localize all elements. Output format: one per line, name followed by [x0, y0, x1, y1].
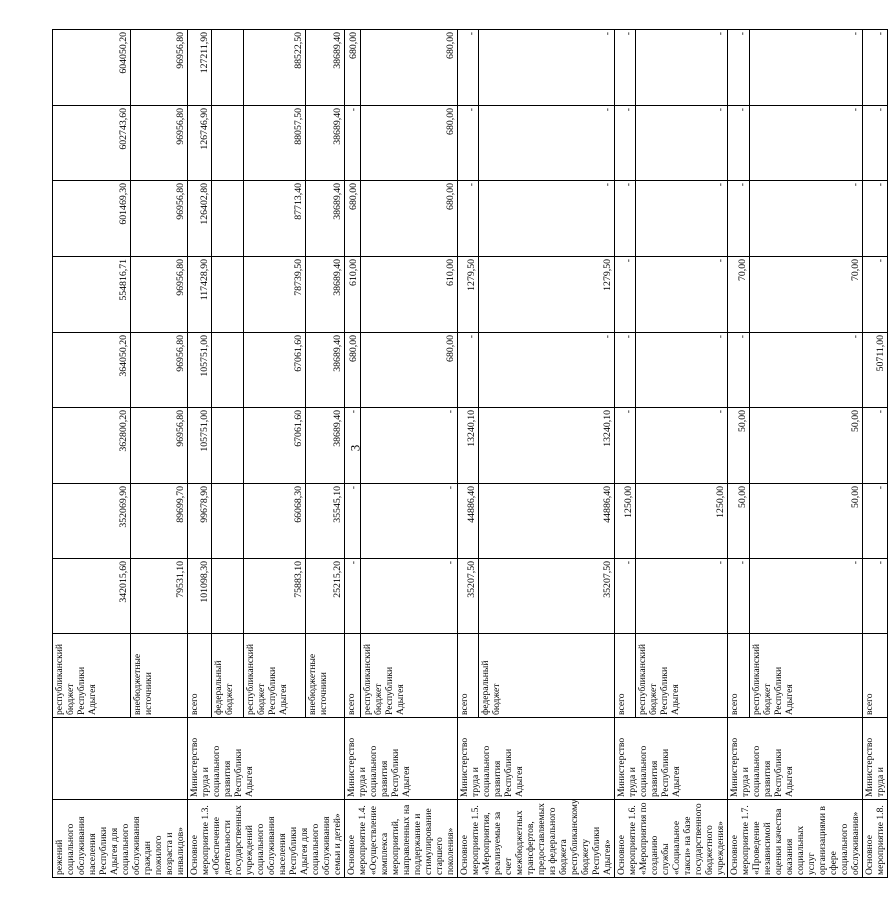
- value-cell: 66068,30: [244, 484, 305, 559]
- activity-cell: режений социального обслуживания населения Республики Адыгея для социального обслуживания граждан пожилого возраста и инвалидов»: [53, 800, 188, 878]
- value-cell: 75883,10: [244, 559, 305, 634]
- value-cell: -: [749, 181, 862, 257]
- value-cell: 13240,10: [458, 408, 479, 484]
- table-row: [458, 30, 479, 878]
- source-cell: республиканский бюджет Республики Адыгея: [53, 634, 131, 718]
- value-cell: 126746,90: [188, 106, 212, 181]
- value-cell: 342015,60: [53, 559, 131, 634]
- value-cell: [211, 484, 244, 559]
- value-cell: 1279,50: [458, 257, 479, 333]
- value-cell: 67061,60: [244, 333, 305, 408]
- value-cell: [211, 408, 244, 484]
- value-cell: -: [749, 30, 862, 106]
- table-row: [53, 30, 131, 878]
- value-cell: 70,00: [728, 257, 750, 333]
- value-cell: 1250,00: [615, 484, 636, 559]
- value-cell: -: [345, 106, 361, 181]
- source-cell: республиканский бюджет Республики Адыгея: [244, 634, 305, 718]
- value-cell: 13240,10: [479, 408, 615, 484]
- value-cell: -: [863, 181, 888, 257]
- value-cell: -: [615, 181, 636, 257]
- value-cell: -: [728, 333, 750, 408]
- value-cell: -: [728, 30, 750, 106]
- value-cell: 680,00: [361, 181, 458, 257]
- table-row: [188, 30, 212, 878]
- value-cell: 96956,80: [131, 106, 188, 181]
- table-row: [728, 30, 750, 878]
- value-cell: 38689,40: [305, 181, 344, 257]
- value-cell: 96956,80: [131, 30, 188, 106]
- table-row: [615, 30, 636, 878]
- executor-cell: Министерство труда и социального развития Республики Адыгея: [458, 718, 615, 800]
- activity-cell: Основное мероприятие 1.6. «Мероприятия по созданию службы «Социальное такси» на базе государственного бюджетного учреждения»: [615, 800, 728, 878]
- activity-cell: Основное мероприятие 1.8.: [863, 800, 888, 878]
- value-cell: -: [635, 257, 727, 333]
- value-cell: [211, 30, 244, 106]
- table-body: [53, 30, 888, 878]
- source-cell: федеральный бюджет: [211, 634, 244, 718]
- value-cell: 680,00: [361, 333, 458, 408]
- value-cell: -: [635, 559, 727, 634]
- value-cell: 38689,40: [305, 408, 344, 484]
- value-cell: -: [479, 106, 615, 181]
- executor-cell: [53, 718, 188, 800]
- activity-cell: Основное мероприятие 1.3. «Обеспечение деятельности государственных учреждений социального обслуживания населения Республики Адыгея для социального обслуживания семьи и детей»: [188, 800, 345, 878]
- value-cell: 50,00: [749, 408, 862, 484]
- value-cell: -: [749, 106, 862, 181]
- source-cell: республиканский бюджет Республики Адыгея: [635, 634, 727, 718]
- value-cell: 105751,00: [188, 408, 212, 484]
- value-cell: 50,00: [749, 484, 862, 559]
- value-cell: 96956,80: [131, 181, 188, 257]
- value-cell: -: [635, 333, 727, 408]
- value-cell: 96956,80: [131, 257, 188, 333]
- value-cell: 78739,50: [244, 257, 305, 333]
- value-cell: -: [863, 106, 888, 181]
- value-cell: -: [863, 30, 888, 106]
- value-cell: 680,00: [345, 181, 361, 257]
- value-cell: [211, 181, 244, 257]
- value-cell: -: [749, 559, 862, 634]
- value-cell: -: [479, 30, 615, 106]
- executor-cell: Министерство труда и социального развития Республики Адыгея: [345, 718, 458, 800]
- executor-cell: Министерство труда и социального развития Республики Адыгея: [188, 718, 345, 800]
- value-cell: 96956,80: [131, 408, 188, 484]
- value-cell: 101098,30: [188, 559, 212, 634]
- value-cell: -: [728, 106, 750, 181]
- value-cell: 70,00: [749, 257, 862, 333]
- value-cell: -: [863, 484, 888, 559]
- value-cell: 35207,50: [458, 559, 479, 634]
- value-cell: -: [361, 408, 458, 484]
- value-cell: 1279,50: [479, 257, 615, 333]
- value-cell: -: [361, 559, 458, 634]
- value-cell: [211, 257, 244, 333]
- source-cell: всего: [863, 634, 888, 718]
- page-number: 3: [347, 444, 363, 452]
- executor-cell: Министерство труда и: [863, 718, 888, 800]
- source-cell: внебюджетные источники: [131, 634, 188, 718]
- source-cell: всего: [458, 634, 479, 718]
- budget-table: [52, 29, 888, 878]
- value-cell: -: [458, 181, 479, 257]
- value-cell: -: [635, 408, 727, 484]
- activity-cell: Основное мероприятие 1.7. «Проведение независимой оценки качества оказания социальных услуг организациями в сфере социального обслуживания»: [728, 800, 863, 878]
- value-cell: 38689,40: [305, 106, 344, 181]
- value-cell: -: [749, 333, 862, 408]
- value-cell: -: [361, 484, 458, 559]
- value-cell: -: [615, 559, 636, 634]
- source-cell: всего: [188, 634, 212, 718]
- value-cell: 364050,20: [53, 333, 131, 408]
- value-cell: -: [635, 30, 727, 106]
- rotated-page: [52, 30, 886, 878]
- value-cell: 35207,50: [479, 559, 615, 634]
- value-cell: -: [863, 408, 888, 484]
- value-cell: -: [635, 106, 727, 181]
- value-cell: 67061,60: [244, 408, 305, 484]
- source-cell: республиканский бюджет Республики Адыгея: [361, 634, 458, 718]
- value-cell: 44886,40: [479, 484, 615, 559]
- value-cell: -: [863, 257, 888, 333]
- value-cell: 99678,90: [188, 484, 212, 559]
- value-cell: 50711,00: [863, 333, 888, 408]
- value-cell: 680,00: [361, 30, 458, 106]
- executor-cell: Министерство труда и социального развития Республики Адыгея: [728, 718, 863, 800]
- value-cell: 610,00: [361, 257, 458, 333]
- table-row: [863, 30, 888, 878]
- value-cell: 117428,90: [188, 257, 212, 333]
- value-cell: [211, 559, 244, 634]
- value-cell: [211, 106, 244, 181]
- value-cell: 126402,80: [188, 181, 212, 257]
- value-cell: 88057,50: [244, 106, 305, 181]
- value-cell: -: [728, 559, 750, 634]
- value-cell: -: [479, 333, 615, 408]
- value-cell: 352069,90: [53, 484, 131, 559]
- value-cell: 87713,40: [244, 181, 305, 257]
- value-cell: 50,00: [728, 408, 750, 484]
- value-cell: 44886,40: [458, 484, 479, 559]
- value-cell: -: [458, 333, 479, 408]
- value-cell: 38689,40: [305, 30, 344, 106]
- activity-cell: Основное мероприятие 1.5. «Мероприятия, реализуемые за счет межбюджетных трансфертов, предоставляемых из федерального бюджета республиканскому бюджету Республики Адыгея»: [458, 800, 615, 878]
- value-cell: 79531,10: [131, 559, 188, 634]
- value-cell: -: [635, 181, 727, 257]
- value-cell: 604050,20: [53, 30, 131, 106]
- source-cell: всего: [728, 634, 750, 718]
- value-cell: -: [345, 559, 361, 634]
- value-cell: -: [615, 106, 636, 181]
- value-cell: 680,00: [345, 30, 361, 106]
- value-cell: -: [728, 181, 750, 257]
- value-cell: -: [458, 106, 479, 181]
- value-cell: 50,00: [728, 484, 750, 559]
- value-cell: -: [345, 484, 361, 559]
- value-cell: -: [615, 333, 636, 408]
- value-cell: -: [615, 408, 636, 484]
- value-cell: 601469,30: [53, 181, 131, 257]
- value-cell: 38689,40: [305, 333, 344, 408]
- value-cell: 127211,90: [188, 30, 212, 106]
- value-cell: -: [863, 559, 888, 634]
- source-cell: республиканский бюджет Республики Адыгея: [749, 634, 862, 718]
- value-cell: 602743,60: [53, 106, 131, 181]
- value-cell: -: [458, 30, 479, 106]
- value-cell: 88522,50: [244, 30, 305, 106]
- source-cell: федеральный бюджет: [479, 634, 615, 718]
- value-cell: [211, 333, 244, 408]
- source-cell: всего: [615, 634, 636, 718]
- activity-cell: Основное мероприятие 1.4. «Осуществление комплекса мероприятий, направленных на поддержание и стимулирование старшего поколения»: [345, 800, 458, 878]
- value-cell: -: [479, 181, 615, 257]
- value-cell: 96956,80: [131, 333, 188, 408]
- value-cell: -: [345, 408, 361, 484]
- value-cell: 680,00: [361, 106, 458, 181]
- value-cell: 35545,10: [305, 484, 344, 559]
- value-cell: 1250,00: [635, 484, 727, 559]
- value-cell: -: [615, 257, 636, 333]
- value-cell: 680,00: [345, 333, 361, 408]
- executor-cell: Министерство труда и социального развития Республики Адыгея: [615, 718, 728, 800]
- value-cell: 610,00: [345, 257, 361, 333]
- value-cell: 554816,71: [53, 257, 131, 333]
- source-cell: внебюджетные источники: [305, 634, 344, 718]
- value-cell: 362800,20: [53, 408, 131, 484]
- value-cell: 89699,70: [131, 484, 188, 559]
- value-cell: -: [615, 30, 636, 106]
- value-cell: 25215,20: [305, 559, 344, 634]
- table-row: [345, 30, 361, 878]
- source-cell: всего: [345, 634, 361, 718]
- value-cell: 105751,00: [188, 333, 212, 408]
- value-cell: 38689,40: [305, 257, 344, 333]
